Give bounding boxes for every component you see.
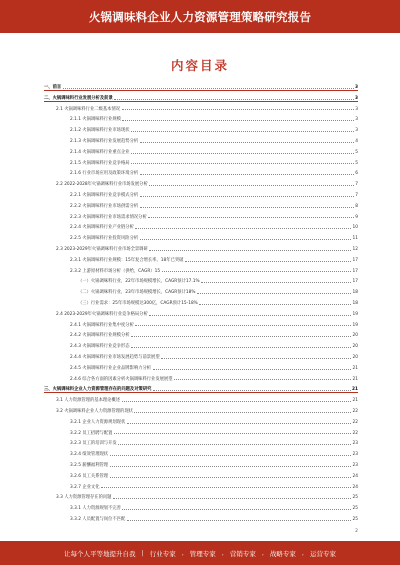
toc-page-number: 25 [352, 506, 358, 512]
toc-entry-text: 2.4.2 火锅调味料行业规模分析 [70, 333, 130, 339]
toc-leader-dots [149, 184, 353, 186]
toc-leader-dots [140, 238, 351, 240]
toc-entry-text: 三、火锅调味料企业人力资源管理存在的问题及对策研究 [44, 387, 152, 393]
toc-entry-text: 2.2.2 火锅调味料行业市场供需分析 [70, 203, 139, 209]
toc-leader-dots [161, 357, 351, 359]
toc-leader-dots [140, 141, 354, 143]
footer-item: 管理专家 [189, 549, 216, 558]
toc-leader-dots [63, 87, 354, 89]
toc-entry[interactable] [44, 147, 358, 155]
toc-entry[interactable] [44, 341, 358, 349]
footer-separator: , [221, 549, 224, 557]
toc-page-number: 20 [352, 333, 358, 339]
toc-page-number: 23 [352, 452, 358, 458]
toc-page-number: 10 [352, 225, 358, 231]
toc-entry[interactable] [44, 104, 358, 112]
toc-page-number: 20 [352, 355, 358, 360]
toc-page-number: 24 [352, 484, 358, 490]
footer-item: 战略专家 [269, 549, 296, 558]
toc-entry[interactable] [44, 471, 358, 479]
toc-entry-text: 一、前言 [44, 85, 62, 90]
toc-entry-text: （三）行业需求：25年市场规模达300亿，CAGR预计15-18% [78, 301, 198, 306]
toc-leader-dots [122, 108, 354, 110]
toc-entry-text: 3.2.3 员工的培训与开发 [70, 441, 117, 447]
toc-leader-dots [185, 260, 351, 262]
toc-page-number: 8 [355, 203, 358, 209]
toc-page-number: 6 [355, 171, 358, 177]
toc-page-number: 7 [355, 193, 358, 198]
toc-leader-dots [140, 206, 354, 208]
toc-entry[interactable] [44, 438, 358, 446]
toc-leader-dots [140, 195, 354, 197]
toc-entry-text: 二、火锅调味料行业发展分析及前景 [44, 95, 113, 101]
toc-entry[interactable] [44, 330, 358, 338]
toc-page-number: 25 [352, 517, 358, 522]
toc-entry-text: 2.1.4 火锅调味料行业重点企业 [70, 149, 130, 155]
toc-entry[interactable] [44, 287, 358, 295]
toc-leader-dots [122, 119, 353, 121]
toc-entry-text: 2.1.1 火锅调味料行业规模 [70, 117, 121, 123]
toc-entry[interactable] [44, 201, 358, 209]
page-number: 2 [355, 528, 358, 534]
toc-leader-dots [149, 249, 351, 251]
toc-entry-text: 2.3.1 火锅调味料行业规模：15年复合增长率，18年已突破 [70, 257, 184, 263]
toc-entry[interactable] [44, 136, 358, 144]
toc-leader-dots [118, 443, 351, 445]
toc-entry-text: 2.2.3 火锅调味料行业市场需求情况分析 [70, 214, 147, 220]
toc-page-number: 11 [352, 236, 358, 242]
toc-page-number: 5 [355, 149, 358, 155]
toc-entry[interactable] [44, 492, 358, 500]
toc-page-number: 4 [355, 139, 358, 144]
toc-entry-text: 3.2.4 绩效管理现状 [70, 452, 109, 458]
toc-page-number: 17 [352, 268, 358, 274]
toc-entry[interactable] [44, 406, 358, 414]
toc-entry[interactable] [44, 190, 358, 198]
toc-entry-text: 3.2.1 企业人力资源规划现状 [70, 419, 126, 425]
toc-leader-dots [153, 368, 351, 370]
toc-entry-text: 2.1.5 火锅调味料行业竞争格局 [70, 160, 130, 166]
footer-separator: | [141, 549, 144, 557]
toc-page-number: 21 [352, 387, 358, 393]
toc-entry-text: 3.3.2 人员配置与岗位不匹配 [70, 517, 126, 522]
toc-entry[interactable] [44, 449, 358, 457]
toc-entry-text: 3.2.7 企业文化 [70, 484, 100, 490]
toc-entry[interactable] [44, 309, 358, 317]
toc-entry[interactable] [44, 384, 358, 393]
toc-leader-dots [113, 497, 351, 499]
toc-entry[interactable] [44, 352, 358, 360]
toc-entry[interactable] [44, 233, 358, 241]
toc-entry[interactable] [44, 125, 358, 133]
footer-separator: , [261, 549, 264, 557]
toc-entry-text: 2.2.1 火锅调味料行业竞争模式分析 [70, 193, 139, 198]
toc-leader-dots [135, 324, 351, 326]
toc-entry[interactable] [44, 212, 358, 220]
toc-leader-dots [110, 454, 351, 456]
toc-entry-text: （二）火锅调味料行业，23年市场规模增长，CAGR预计18% [78, 290, 196, 296]
toc-page-number: 21 [352, 365, 358, 371]
toc-entry[interactable] [44, 428, 358, 436]
toc-page-number: 3 [355, 85, 358, 90]
toc-entry[interactable] [44, 320, 358, 328]
toc-entry[interactable] [44, 363, 358, 371]
table-of-contents [44, 82, 358, 534]
toc-page-number: 25 [352, 495, 358, 501]
toc-page-number: 19 [352, 311, 358, 317]
footer-separator: , [301, 549, 304, 557]
toc-entry[interactable] [44, 374, 358, 382]
toc-page-number: 3 [355, 106, 358, 112]
toc-entry[interactable] [44, 514, 358, 522]
toc-heading: 内容目录 [170, 58, 229, 73]
toc-leader-dots [127, 519, 351, 521]
toc-leader-dots [127, 422, 351, 424]
toc-page-number: 3 [355, 117, 358, 123]
toc-leader-dots [135, 227, 351, 229]
toc-entry-text: （一）火锅调味料行业，22年市场规模增长，CAGR预计17.1% [78, 279, 200, 285]
toc-leader-dots [122, 400, 351, 402]
toc-leader-dots [148, 216, 354, 218]
toc-entry-text: 3.2.6 员工关系管理 [70, 473, 109, 479]
toc-page-number: 22 [352, 430, 358, 436]
toc-entry[interactable] [44, 222, 358, 230]
toc-leader-dots [149, 314, 351, 316]
toc-page-number: 3 [355, 95, 358, 101]
toc-page-number: 18 [352, 301, 358, 306]
toc-entry[interactable] [44, 503, 358, 511]
toc-page-number: 24 [352, 473, 358, 479]
toc-entry-text: 3.2 火锅调味料企业人力资源管理的现状 [56, 409, 133, 414]
toc-entry[interactable] [44, 276, 358, 284]
toc-leader-dots [201, 281, 351, 283]
toc-entry-text: 2.4.4 火锅调味料行业市场发展趋势与前景展望 [70, 355, 160, 360]
toc-entry[interactable] [44, 93, 358, 102]
toc-leader-dots [131, 346, 351, 348]
toc-leader-dots [110, 476, 351, 478]
toc-page-number: 23 [352, 463, 358, 468]
toc-entry-text: 2.1.2 火锅调味料行业市场现状 [70, 128, 130, 134]
toc-leader-dots [199, 303, 351, 305]
toc-entry[interactable] [44, 158, 358, 166]
toc-entry-text: 2.1.6 行业市场应用及政策环境分析 [70, 171, 139, 177]
toc-entry-text: 2.2.5 火锅调味料行业投资风险分析 [70, 236, 139, 242]
toc-page-number: 3 [355, 128, 358, 134]
toc-leader-dots [134, 411, 351, 413]
toc-page-number: 17 [352, 257, 358, 263]
document-footer [0, 541, 400, 565]
toc-entry[interactable] [44, 482, 358, 490]
toc-page-number: 12 [352, 247, 358, 252]
toc-entry-text: 2.4.3 火锅调味料行业竞争形态 [70, 344, 130, 350]
toc-leader-dots [101, 486, 351, 488]
toc-page-number: 7 [355, 182, 358, 188]
toc-leader-dots [114, 432, 351, 434]
toc-entry[interactable] [44, 417, 358, 425]
toc-leader-dots [131, 162, 354, 164]
toc-entry-text: 2.2.4 火锅调味料行业产业链分析 [70, 225, 134, 231]
toc-page-number: 22 [352, 409, 358, 414]
toc-page-number: 19 [352, 322, 358, 328]
toc-leader-dots [131, 335, 351, 337]
toc-entry-text: 2.4.6 综合各方面的因素分析火锅调味料行业发展展望 [70, 376, 173, 382]
toc-leader-dots [122, 508, 351, 510]
toc-entry-text: 2.1.3 火锅调味料行业发展趋势分析 [70, 139, 139, 144]
toc-leader-dots [110, 465, 351, 467]
toc-entry-text: 3.3 人力资源管理存在的问题 [56, 495, 112, 501]
footer-item: 营销专家 [229, 549, 256, 558]
toc-entry[interactable] [44, 179, 358, 187]
toc-entry-text: 2.2 2022-2028年火锅调味料行业市场发展分析 [56, 182, 148, 188]
toc-leader-dots [162, 270, 351, 272]
toc-leader-dots [140, 173, 354, 175]
toc-page-number: 20 [352, 344, 358, 350]
toc-entry[interactable] [44, 266, 358, 274]
toc-entry[interactable] [44, 168, 358, 176]
document-header [0, 0, 400, 33]
report-title: 火锅调味料企业人力资源管理策略研究报告 [88, 9, 312, 24]
toc-entry[interactable] [44, 255, 358, 263]
toc-page-number: 17 [352, 279, 358, 285]
toc-entry[interactable] [44, 460, 358, 468]
toc-entry-text: 2.3.2 上游原材料市场分析（供给，CAGR）15 [70, 268, 161, 274]
toc-page-number: 23 [352, 441, 358, 447]
footer-item: 行业专家 [149, 549, 176, 558]
toc-page-number: 18 [352, 290, 358, 296]
toc-page-number: 5 [355, 160, 358, 166]
toc-leader-dots [197, 292, 351, 294]
toc-leader-dots [174, 378, 351, 380]
toc-entry[interactable] [44, 244, 358, 252]
toc-leader-dots [131, 130, 354, 132]
toc-page-number: 9 [355, 214, 358, 220]
toc-page-number: 22 [352, 419, 358, 425]
toc-entry[interactable] [44, 82, 358, 91]
toc-entry-text: 3.2.5 薪酬福利管理 [70, 463, 109, 468]
toc-entry[interactable] [44, 395, 358, 403]
toc-entry-text: 2.3 2023-2029年火锅调味料行业市场全景调研 [56, 247, 148, 252]
toc-entry[interactable] [44, 114, 358, 122]
toc-leader-dots [131, 152, 354, 154]
toc-entry-text: 2.4 2023-2029年火锅调味料行业竞争格局分析 [56, 311, 148, 317]
toc-leader-dots [153, 389, 351, 391]
toc-page-number: 21 [352, 398, 358, 404]
toc-entry-text: 2.1 火锅调味料行业二级基本情况 [56, 106, 121, 112]
toc-entry-text: 2.4.5 火锅调味料行业企业品牌影响力分析 [70, 365, 152, 371]
footer-slogan: 让每个人平等地提升自我 [63, 549, 136, 558]
toc-entry[interactable] [44, 298, 358, 306]
toc-entry-text: 3.2.2 员工招聘与配置 [70, 430, 113, 436]
footer-item: 运营专家 [310, 549, 336, 558]
footer-separator: , [181, 549, 184, 557]
toc-entry-text: 2.4.1 火锅调味料行业集中度分析 [70, 322, 134, 328]
toc-entry-text: 3.1 人力资源管理的基本理论概述 [56, 398, 121, 404]
toc-page-number: 21 [352, 376, 358, 382]
toc-leader-dots [114, 98, 353, 100]
toc-entry-text: 3.3.1 人力资源规划不完善 [70, 506, 121, 512]
